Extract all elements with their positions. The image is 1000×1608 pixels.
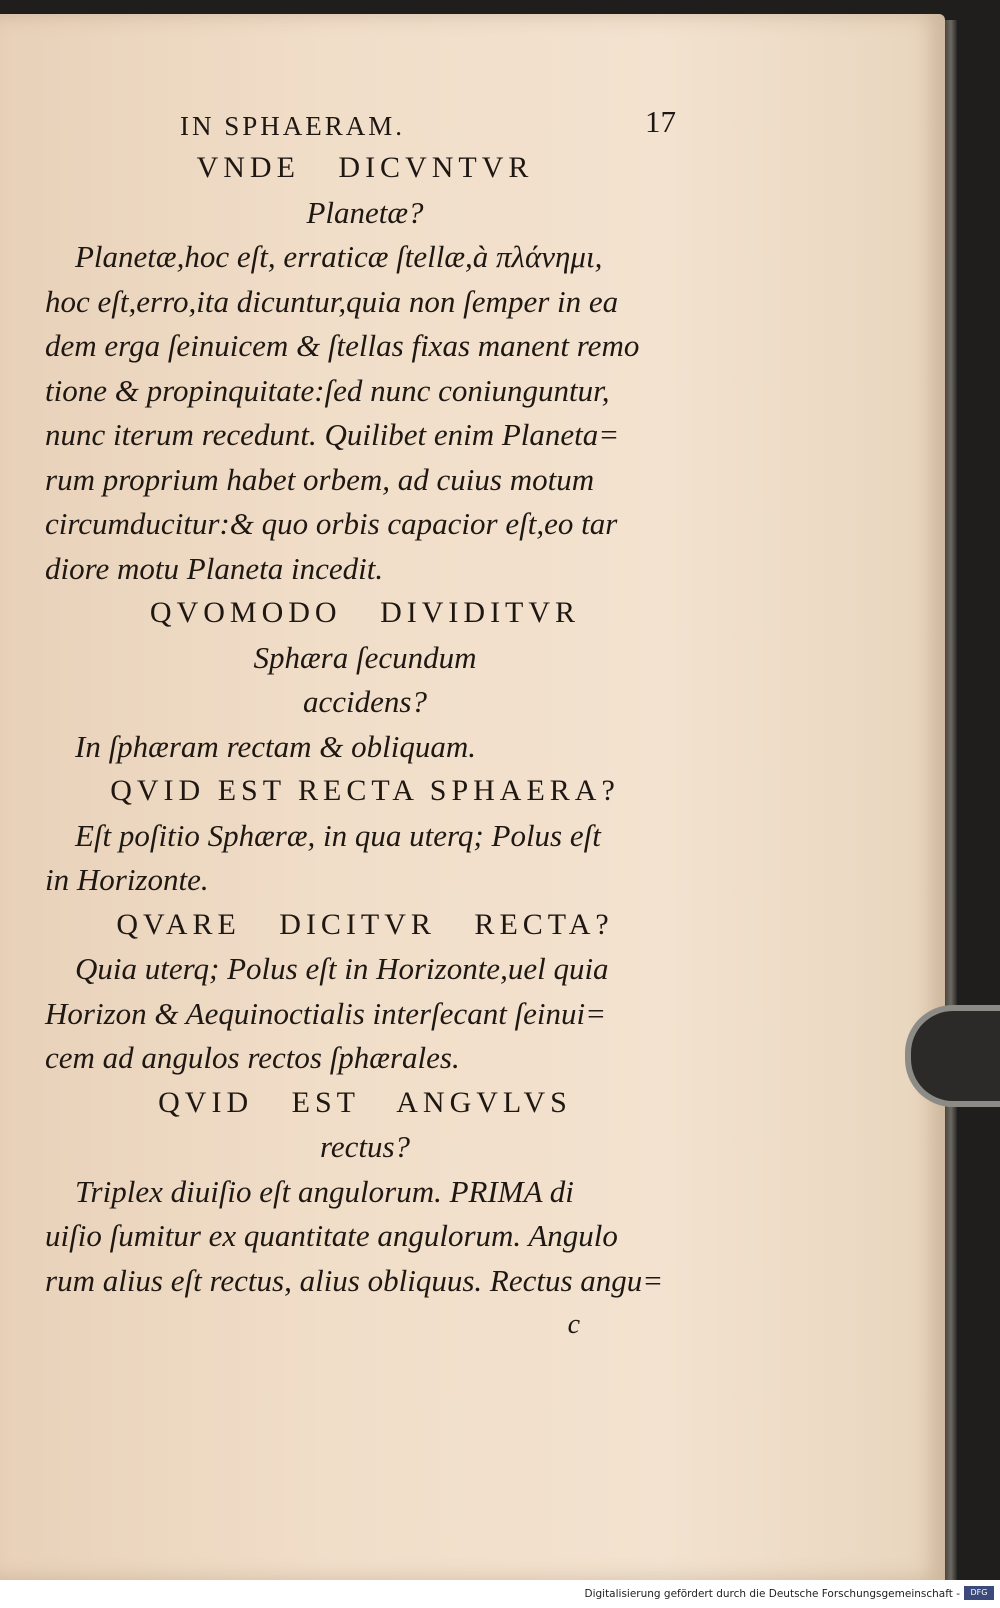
text-line: diore motu Planeta incedit. [45,550,384,586]
text-line: Triplex diuiſio eſt angulorum. PRIMA di [75,1173,574,1209]
subheading: Sphæra ſecundum [253,639,477,675]
text-line: uiſio ſumitur ex quantitate angulorum. Angulo [45,1218,618,1253]
page-text [45,98,685,1348]
text-line: in Horizonte. [45,862,209,897]
page-clip [905,1005,1000,1107]
subheading: Planetæ? [306,194,424,230]
catchword: c [567,1309,580,1340]
running-header [45,98,685,146]
text-line: tione & propinquitate:ſed nunc coniunguntur, [45,372,610,408]
heading: QVID EST RECTA SPHAERA? [110,774,620,807]
text-line: Eſt poſitio Sphæræ, in qua uterq; Polus eſt [75,817,601,853]
text-line: dem erga ſeinuicem & ſtellas fixas manent remo [45,328,640,363]
subheading: accidens? [303,684,427,719]
text-line: hoc eſt,erro,ita dicuntur,quia non ſemper in ea [45,283,619,319]
footer-bar [0,1580,1000,1608]
text-line: cem ad angulos rectos ſphærales. [45,1040,460,1075]
text-line: rum alius eſt rectus, alius obliquus. Rectus angu= [45,1262,664,1298]
dfg-logo: DFG [964,1586,994,1600]
page-number: 17 [645,104,676,139]
text-line: rum proprium habet orbem, ad cuius motum [45,461,595,497]
heading: QVARE DICITVR RECTA? [116,907,614,941]
text-line: Horizon & Aequinoctialis interſecant ſeinui= [45,995,607,1031]
text-line: Quia uterq; Polus eſt in Horizonte,uel quia [75,951,609,986]
text-line: In ſphæram rectam & obliquam. [75,728,476,764]
subheading: rectus? [319,1129,411,1164]
heading: QVID EST ANGVLVS [158,1085,572,1119]
heading: QVOMODO DIVIDITVR [149,596,581,629]
footer-credit: Digitalisierung gefördert durch die Deutsche Forschungsgemeinschaft - [584,1588,960,1600]
text-line: circumducitur:& quo orbis capacior eſt,eo tar [45,506,618,541]
running-head: IN SPHAERAM. [180,111,406,141]
page-edge [945,20,957,1580]
text-line: nunc iterum recedunt. Quilibet enim Planeta= [45,417,620,452]
heading: VNDE DICVNTVR [196,151,534,184]
text-line: Planetæ,hoc eſt, erraticæ ſtellæ,à πλάνημι, [75,239,603,274]
